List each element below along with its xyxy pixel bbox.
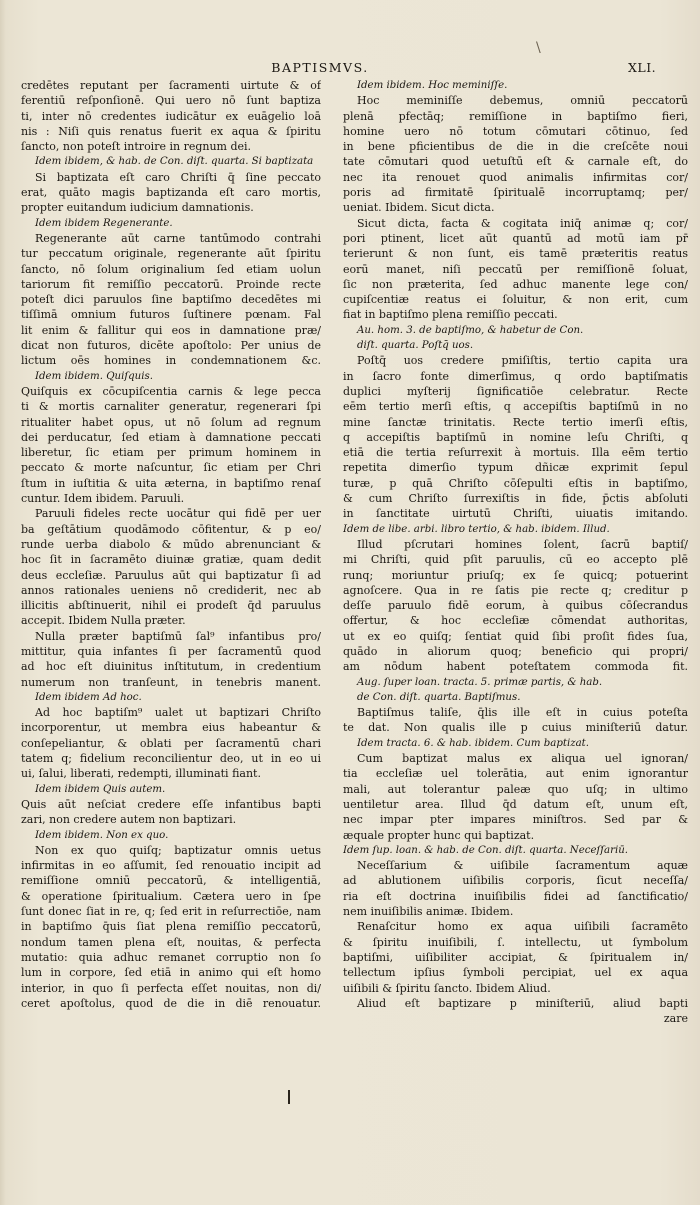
text-line: tate cōmutari quod uetuſtū eſt & carnale eſt, do [343, 155, 688, 169]
text-line: mine ſanctæ trinitatis. Recte tertio imerſi eſtis, [343, 415, 688, 429]
text-line: Idem tracta. 6. & hab. ibidem. Cum baptizat. [357, 737, 589, 749]
text-line: ueniat. Ibidem. Sicut dicta. [343, 201, 495, 215]
text-line: te dat. Non qualis ille p cuius miniſteriū datur. [343, 721, 688, 735]
text-line: Paruuli fideles recte uocātur qui fidē per uer [35, 507, 321, 521]
text-line: mali, aut tolerantur paleæ quo uſq; in ultimo [343, 782, 688, 796]
text-line: ut ex eo quiſq; ſentiat quid ſibi proſit fides ſua, [343, 629, 688, 643]
text-line: in ſanctitate uirtutū Chriſti, uiuatis imitando. [343, 507, 688, 521]
text-line: lit enim & fallitur qui eos in damnatione præ/ [21, 323, 321, 337]
text-line: nec impar pter impares miniſtros. Sed par & [343, 813, 688, 827]
text-line: baptiſmi, uiſibiliter accipiat, & ſpiritualem in/ [343, 950, 688, 964]
text-line: Renaſcitur homo ex aqua uiſibili ſacramēto [357, 920, 688, 934]
text-line: erat, quāto magis baptizanda eſt caro mortis, [21, 186, 321, 200]
text-line: ti, inter nō credentes iudicātur ex euāgelio loā [21, 109, 321, 123]
text-line: ferentiū reſponſionē. Qui uero nō ſunt baptiza [21, 94, 321, 108]
text-line: diſt. quarta. Poſtq̄ uos. [357, 340, 474, 352]
text-line: homine uero nō totum cōmutari cōtinuo, ſed [343, 124, 688, 138]
text-line: & operatione ſpiritualium. Cætera uero in ſpe [21, 889, 321, 903]
text-line: lum in corpore, ſed etiā in animo qui eſt homo [21, 966, 321, 980]
text-line: nondum tamen plena eſt, nouitas, & perfecta [21, 935, 321, 949]
text-line: Idem ibidem Quis autem. [35, 783, 166, 795]
text-line: de Con. diſt. quarta. Baptiſmus. [357, 691, 521, 703]
text-line: duplici myſterij ſignificatiōe celebratur. Recte [343, 384, 688, 398]
text-line: Idem ibidem Ad hoc. [35, 691, 142, 703]
text-line: offertur, & hoc eccleſiæ cōmendat authoritas, [343, 614, 688, 628]
text-line: Cum baptizat malus ex aliqua uel ignoran/ [357, 752, 688, 766]
text-line: Hoc meminiſſe debemus, omniū peccatorū [357, 94, 688, 108]
text-line: tellectum ipſius ſymboli percipiat, uel ex aqua [343, 966, 688, 980]
text-line: mutatio: quia adhuc remanet corruptio non ſo [21, 950, 321, 964]
text-line: interior, in quo ſi perfecta eſſet nouitas, non di/ [21, 981, 321, 995]
text-line: Idem ſup. loan. & hab. de Con. diſt. quarta. Neceſſariū. [343, 844, 629, 856]
text-line: ſunt donec ſiat in re, q; ſed erit in reſurrectiōe, nam [21, 905, 321, 919]
text-line: repetita dimerſio typum dñicæ exprimit ſepul [343, 461, 688, 475]
text-line: terierunt & non ſunt, eis tamē præteritis reatus [343, 247, 688, 261]
text-line: ad hoc eſt diuinitus inſtitutum, in credentium [21, 660, 321, 674]
text-line: Non ex quo quiſq; baptizatur omnis uetus [35, 843, 321, 857]
text-line: quādo in aliorum quoq; beneficio qui propri/ [343, 644, 688, 658]
text-line: in bene pficientibus de die in die creſcēte noui [343, 140, 688, 154]
text-line: & ſpiritu inuiſibili, ſ. intellectu, ut ſymbolum [343, 935, 688, 949]
text-line: Regenerante aūt carne tantūmodo contrahi [35, 231, 321, 245]
text-line: Ad hoc baptiſm⁹ ualet ut baptizari Chriſto [35, 706, 321, 720]
text-line: q accepiſtis baptiſmū in nomine leſu Chriſti, q [343, 430, 688, 444]
text-line: zare [663, 1012, 688, 1026]
text-line: tur peccatum originale, regenerante aūt ſpiritu [21, 247, 321, 261]
text-line: peccato & morte naſcuntur, ſic etiam per Chri [21, 461, 321, 475]
text-line: pori ptinent, licet aūt quantū ad motū iam pr̄ [343, 231, 688, 245]
text-line: runde uerba diabolo & mūdo abrenunciant & [21, 537, 321, 551]
text-line: poris ad firmitatē ſpiritualē incorruptamq; per/ [343, 186, 688, 200]
text-line: eēm tertio merſi eſtis, q accepiſtis baptiſmū in no [343, 400, 688, 414]
text-line: turæ, p quā Chriſto cōſepulti eſtis in baptiſmo, [343, 476, 688, 490]
text-line: cupiſcentiæ reatus ei ſoluitur, & non erit, cum [343, 293, 688, 307]
text-line: Idem ibidem. Hoc meminiſſe. [357, 80, 508, 91]
text-line: in baptiſmo q̄uis ſiat plena remiſſio peccatorū, [21, 920, 321, 934]
text-line: ceret apoſtolus, quod de die in diē renouatur. [21, 996, 321, 1010]
text-line: remiſſione omniū peccatorū, & intelligentiā, [21, 874, 321, 888]
text-line: Baptiſmus taliſe, q̄lis ille eſt in cuius poteſta [357, 706, 688, 720]
text-line: ui, ſalui, liberati, redempti, illuminati fiant. [21, 767, 261, 781]
text-line: dicat non futuros, dicēte apoſtolo: Per unius de [21, 339, 321, 353]
text-line: uentiletur area. Illud q̄d datum eſt, unum eſt, [343, 797, 688, 811]
running-head: BAPTISMVS. [271, 60, 369, 75]
text-line: conſepeliantur, & oblati per ſacramentū chari [21, 736, 321, 750]
text-line: deſſe paruulo fidē eorum, à quibus cōſecrandus [343, 599, 688, 613]
text-line: mittitur, quia infantes ſi per ſacramentū quod [21, 644, 321, 658]
text-line: nis : Niſi quis renatus fuerit ex aqua & ſpiritu [21, 124, 321, 138]
text-line: Illud pſcrutari homines ſolent, ſacrū baptiſ/ [357, 537, 688, 551]
text-line: uiſibili & ſpiritu ſancto. Ibidem Aliud. [343, 981, 551, 995]
text-line: nec ita renouet quod animalis infirmitas cor/ [343, 170, 688, 184]
text-line: Nulla præter baptiſmū ſal⁹ infantibus pro/ [35, 629, 321, 643]
text-line: Neceſſarium & uiſibile ſacramentum aquæ [357, 859, 688, 873]
text-line: credētes reputant per ſacramenti uirtute & of [21, 79, 321, 92]
text-line: Poſtq̄ uos credere pmiſiſtis, tertio capita ura [357, 354, 688, 368]
left-column [21, 78, 321, 1011]
text-line: incorporentur, ut membra eius habeantur & [21, 721, 321, 735]
text-line: ti & mortis carnaliter generatur, regenerari ſpi [21, 400, 321, 414]
text-line: Aug. ſuper loan. tracta. 5. primæ partis, & hab. [357, 676, 603, 688]
text-line: hoc ſit in ſacramēto diuinæ gratiæ, quam dedit [21, 553, 321, 567]
text-line: Idem ibidem. Non ex quo. [35, 829, 169, 841]
text-line: zari, non credere autem non baptizari. [21, 813, 237, 827]
text-line: & cum Chriſto ſurrexiſtis in fide, p̄ctis abſoluti [343, 492, 688, 506]
printer-mark [288, 1090, 290, 1104]
text-line: mi Chriſti, quid pſit paruulis, cū eo accepto plē [343, 553, 688, 567]
text-line: numerum non tranſeunt, in tenebris manent. [21, 675, 321, 689]
text-line: Idem de libe. arbi. libro tertio, & hab. ibidem. Illud. [343, 523, 610, 535]
text-line: ritualiter habet opus, ut nō ſolum ad regnum [21, 415, 321, 429]
corner-mark: \ [536, 40, 541, 56]
text-line: tatem q; fidelium reconcilientur deo, ut in eo ui [21, 752, 321, 766]
text-line: ba geſtātium quodāmodo cōfitentur, & p eo/ [21, 522, 321, 536]
text-line: Idem ibidem, & hab. de Con. diſt. quarta. Si baptizata [35, 156, 314, 168]
text-line: tia eccleſiæ uel tolerātia, aut enim ignorantur [343, 767, 688, 781]
text-line: ſancto, non poteſt introire in regnum dei. [21, 140, 252, 154]
text-line: fiat in baptiſmo plena remiſſio peccati. [343, 308, 558, 322]
text-line: Quiſquis ex cōcupiſcentia carnis & lege pecca [21, 384, 321, 398]
text-line: Si baptizata eſt caro Chriſti q̄ ſine peccato [35, 170, 321, 184]
text-line: lictum oēs homines in condemnationem &c. [21, 354, 321, 368]
text-line: tariorum fit remiſſio peccatorū. Proinde recte [21, 277, 321, 291]
text-line: deus eccleſiæ. Paruulus aūt qui baptizatur ſi ad [21, 568, 321, 582]
text-line: agnoſcere. Qua in re ſatis pie recte q; creditur p [343, 583, 688, 597]
text-line: tiſſimā omnium futuros ſuſtinere pœnam. Fal [21, 308, 321, 322]
text-line: Au. hom. 3. de baptiſmo, & habetur de Con. [357, 324, 584, 336]
text-line: ria eſt doctrina inuiſibilis fidei ad ſanctificatio/ [343, 889, 688, 903]
text-line: dei perducatur, ſed etiam à damnatione peccati [21, 430, 321, 444]
folio-number: XLI. [628, 60, 657, 75]
text-line: eorū manet, niſi peccatū per remiſſionē ſoluat, [343, 262, 688, 276]
text-line: plenā pfectāq; remiſſione in baptiſmo fieri, [343, 109, 688, 123]
text-line: ſancto, nō ſolum originalium ſed etiam uolun [21, 262, 321, 276]
text-line: nem inuiſibilis animæ. Ibidem. [343, 905, 514, 919]
text-line: in ſacro fonte dimerſimus, q ordo baptiſmatis [343, 369, 688, 383]
text-line: accepit. Ibidem Nulla præter. [21, 614, 186, 628]
text-line: illicitis abſtinuerit, nihil ei prodeſt q̄d paruulus [21, 599, 321, 613]
text-line: am nōdum habent poteſtatem commoda fit. [343, 660, 688, 674]
text-line: Idem ibidem Regenerante. [35, 217, 173, 229]
text-line: infirmitas in eo aſſumit, ſed renouatio incipit ad [21, 859, 321, 873]
text-line: liberetur, ſic etiam per primum hominem in [21, 446, 321, 460]
text-line: Sicut dicta, facta & cogitata iniq̄ animæ q; cor/ [357, 216, 688, 230]
text-line: Idem ibidem. Quiſquis. [35, 370, 153, 382]
text-line: ad ablutionem uiſibilis corporis, ſicut neceſſa/ [343, 874, 688, 888]
text-line: Aliud eſt baptizare p miniſteriū, aliud bapti [357, 996, 688, 1010]
text-line: Quis aūt neſciat credere eſſe infantibus bapti [21, 797, 321, 811]
text-line: etiā die tertia reſurrexit à mortuis. Illa eēm tertio [343, 446, 688, 460]
text-line: ſtum in iuſtitia & uita æterna, in baptiſmo renaſ [21, 476, 321, 490]
text-line: annos rationales ueniens nō crediderit, nec ab [21, 583, 321, 597]
right-column [343, 78, 688, 1026]
text-line: poteſt dici paruulos ſine baptiſmo decedētes mi [21, 293, 321, 307]
text-line: ſic non præterita, ſed adhuc manente lege con/ [343, 277, 688, 291]
text-line: runq; moriuntur priuſq; ex ſe quicq; potuerint [343, 568, 688, 582]
text-line: cuntur. Idem ibidem. Paruuli. [21, 492, 185, 506]
text-line: propter euitandum iudicium damnationis. [21, 201, 254, 215]
text-line: æquale propter hunc qui baptizat. [343, 828, 535, 842]
